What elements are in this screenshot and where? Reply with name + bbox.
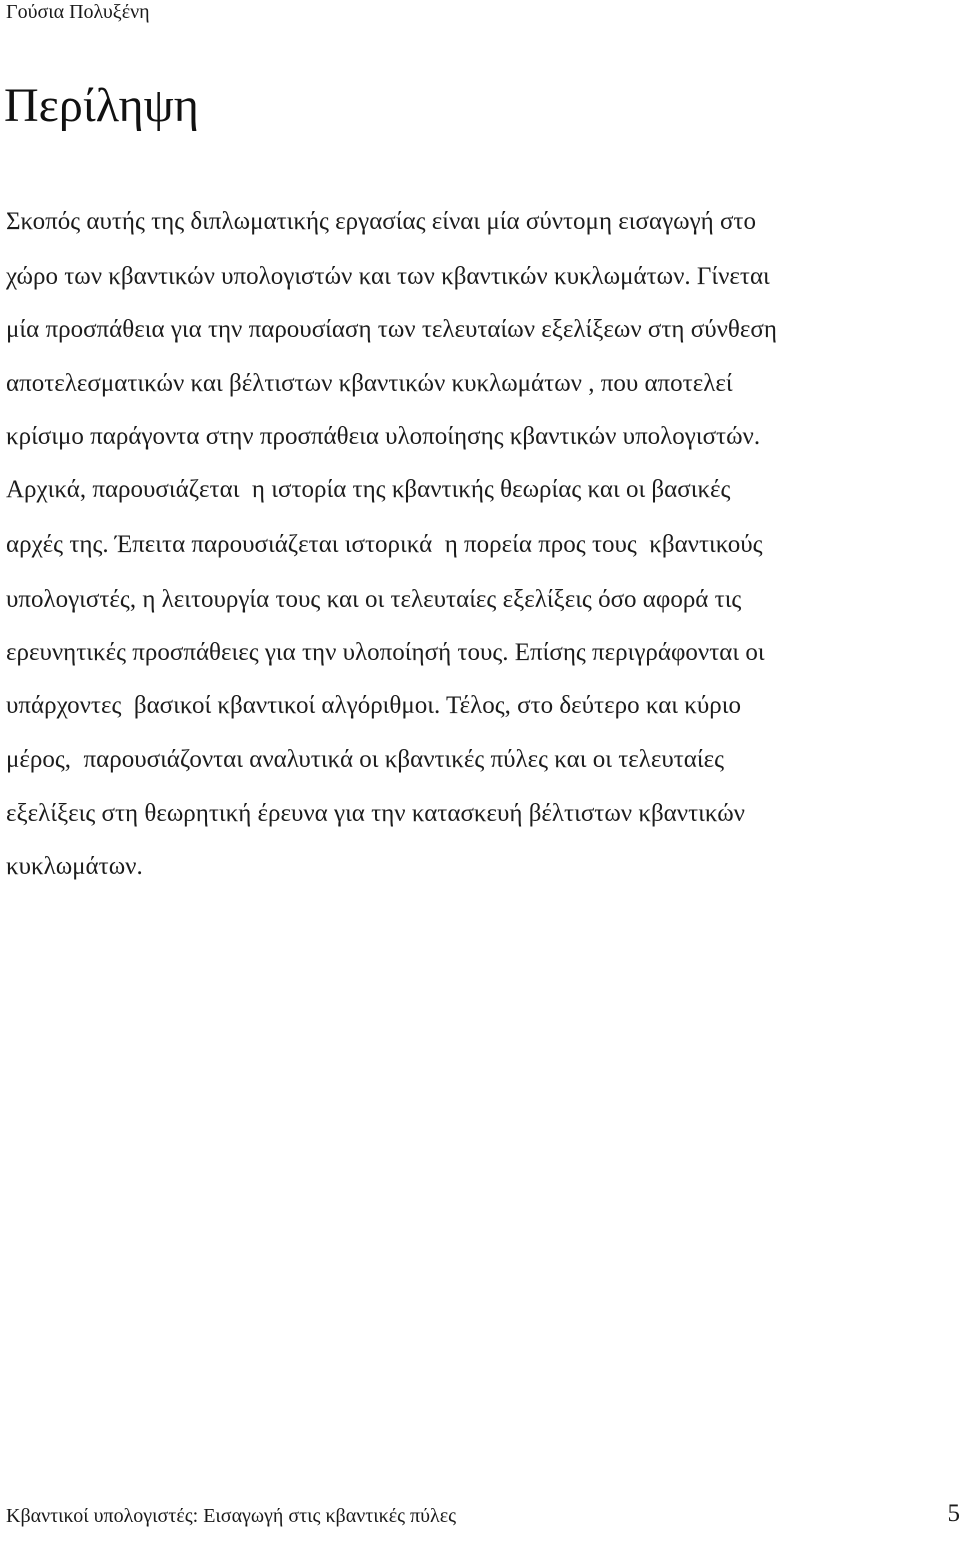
footer-title: Κβαντικοί υπολογιστές: Εισαγωγή στις κβαντικές πύλες (6, 1505, 457, 1527)
body-line: υπολογιστές, η λειτουργία τους και οι τελευταίες εξελίξεις όσο αφορά τις (6, 586, 742, 613)
page-number: 5 (947, 1500, 960, 1527)
body-line: εξελίξεις στη θεωρητική έρευνα για την κατασκευή βέλτιστων κβαντικών (6, 800, 745, 827)
body-line: χώρο των κβαντικών υπολογιστών και των κβαντικών κυκλωμάτων. Γίνεται (6, 263, 770, 290)
body-line: Αρχικά, παρουσιάζεται η ιστορία της κβαντικής θεωρίας και οι βασικές (6, 476, 731, 503)
body-line: αποτελεσματικών και βέλτιστων κβαντικών κυκλωμάτων , που αποτελεί (6, 370, 733, 397)
body-line: μέρος, παρουσιάζονται αναλυτικά οι κβαντικές πύλες και οι τελευταίες (6, 746, 725, 773)
body-line: υπάρχοντες βασικοί κβαντικοί αλγόριθμοι. Τέλος, στο δεύτερο και κύριο (6, 692, 741, 719)
body-line: Σκοπός αυτής της διπλωματικής εργασίας είναι μία σύντομη εισαγωγή στο (6, 208, 756, 235)
body-line: αρχές της. Έπειτα παρουσιάζεται ιστορικά η πορεία προς τους κβαντικούς (6, 531, 763, 558)
header-author: Γούσια Πολυξένη (6, 1, 150, 23)
body-line: μία προσπάθεια για την παρουσίαση των τελευταίων εξελίξεων στη σύνθεση (6, 316, 777, 343)
body-line: ερευνητικές προσπάθειες για την υλοποίησή τους. Επίσης περιγράφονται οι (6, 639, 765, 666)
body-line: κρίσιμο παράγοντα στην προσπάθεια υλοποίησης κβαντικών υπολογιστών. (6, 423, 761, 450)
body-line: κυκλωμάτων. (6, 853, 143, 880)
page-title: Περίληψη (4, 79, 199, 132)
